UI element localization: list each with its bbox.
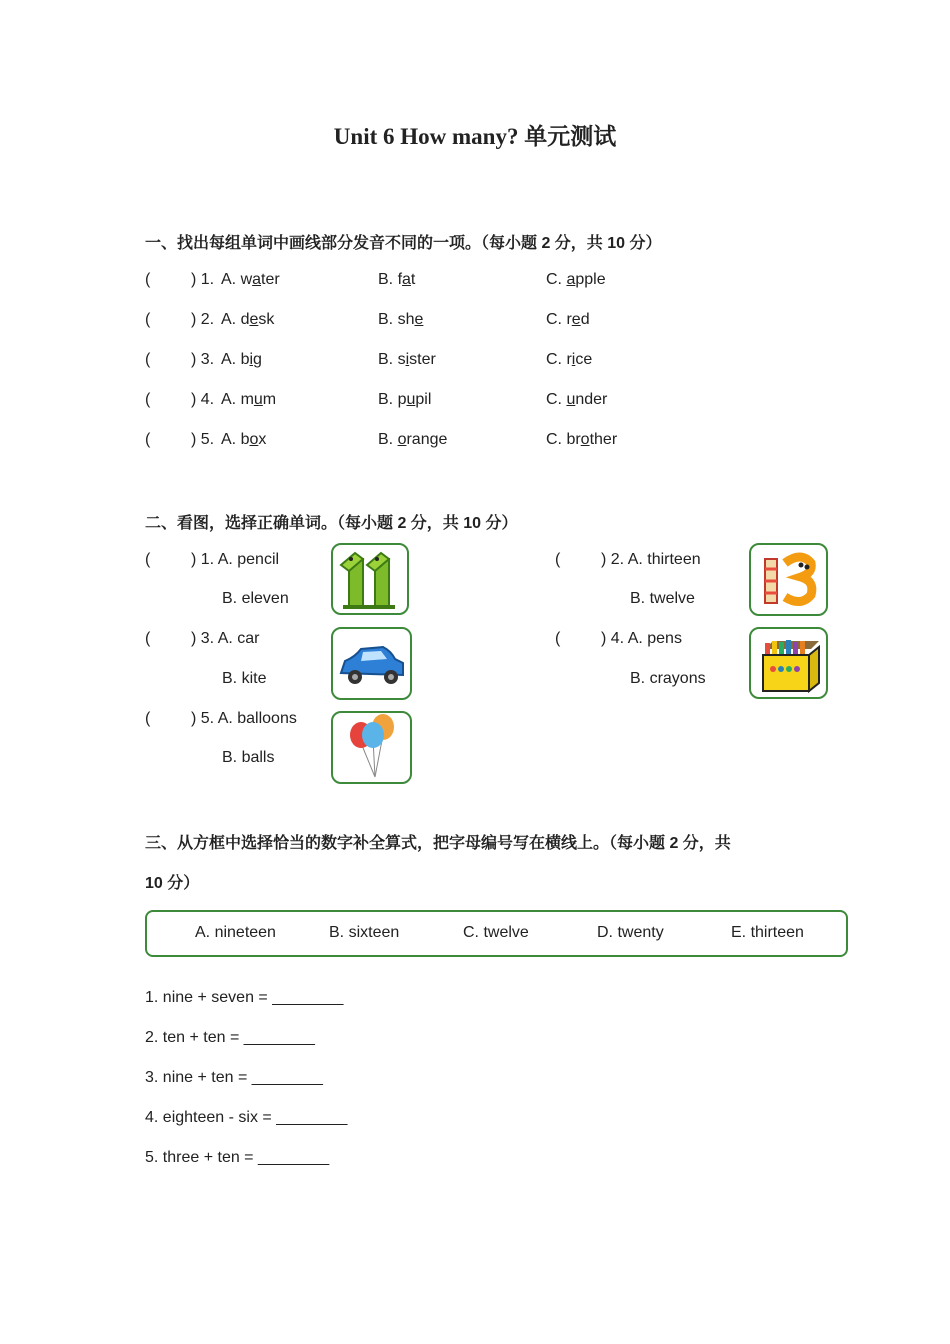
answer-paren-open: (	[145, 551, 151, 568]
answer-paren-open: (	[555, 551, 561, 568]
answer-paren-close: ) 3. A. car	[191, 630, 260, 647]
crayon-box-icon	[751, 629, 826, 697]
option-b: B. eleven	[222, 590, 289, 607]
number-eleven-icon	[333, 545, 407, 613]
option-b: B. kite	[222, 670, 267, 687]
word-bank-option: D. twenty	[597, 924, 664, 941]
picture-frame	[749, 627, 828, 699]
answer-paren-close: ) 2. A. thirteen	[601, 551, 701, 568]
option-a: A. mum	[221, 391, 277, 408]
option-c: C. red	[546, 311, 590, 328]
section-2-heading: 二、看图，选择正确单词。（每小题 2 分，共 10 分）	[145, 515, 518, 532]
option-b: B. sister	[378, 351, 436, 368]
page-title: Unit 6 How many? 单元测试	[333, 124, 617, 149]
answer-paren-open: (	[145, 351, 151, 368]
answer-paren-close: ) 5.	[191, 431, 215, 448]
picture-frame	[749, 543, 828, 616]
answer-paren-open: (	[145, 271, 151, 288]
answer-paren-close: ) 1. A. pencil	[191, 551, 280, 568]
word-bank-option: C. twelve	[463, 924, 529, 941]
answer-paren-open: (	[145, 311, 151, 328]
number-thirteen-icon	[751, 545, 826, 614]
equation-line: 4. eighteen - six = ________	[145, 1109, 348, 1126]
picture-frame	[331, 543, 409, 615]
section-3-heading: 三、从方框中选择恰当的数字补全算式，把字母编号写在横线上。（每小题 2 分，共	[145, 835, 731, 852]
answer-paren-open: (	[145, 391, 151, 408]
option-b: B. crayons	[630, 670, 706, 687]
option-a: A. desk	[221, 311, 275, 328]
option-c: C. apple	[546, 271, 606, 288]
answer-paren-open: (	[555, 630, 561, 647]
equation-line: 1. nine + seven = ________	[145, 989, 344, 1006]
section-1-heading: 一、找出每组单词中画线部分发音不同的一项。（每小题 2 分，共 10 分）	[145, 235, 662, 252]
option-b: B. fat	[378, 271, 416, 288]
answer-paren-close: ) 3.	[191, 351, 215, 368]
answer-paren-open: (	[145, 710, 151, 727]
word-bank-option: E. thirteen	[731, 924, 804, 941]
answer-paren-close: ) 1.	[191, 271, 215, 288]
equation-line: 2. ten + ten = ________	[145, 1029, 315, 1046]
answer-paren-open: (	[145, 431, 151, 448]
option-b: B. pupil	[378, 391, 432, 408]
option-c: C. under	[546, 391, 608, 408]
balloons-icon	[333, 713, 410, 782]
word-bank-box	[145, 910, 848, 957]
answer-paren-close: ) 5. A. balloons	[191, 710, 297, 727]
equation-line: 5. three + ten = ________	[145, 1149, 330, 1166]
section-3-heading-cont: 10 分）	[145, 875, 200, 892]
equation-line: 3. nine + ten = ________	[145, 1069, 323, 1086]
answer-paren-close: ) 4. A. pens	[601, 630, 682, 647]
word-bank-option: B. sixteen	[329, 924, 400, 941]
car-icon	[333, 629, 410, 698]
option-c: C. brother	[546, 431, 618, 448]
answer-paren-close: ) 2.	[191, 311, 215, 328]
picture-frame	[331, 627, 412, 700]
option-a: A. big	[221, 351, 262, 368]
option-b: B. balls	[222, 749, 275, 766]
word-bank-option: A. nineteen	[195, 924, 276, 941]
option-a: A. box	[221, 431, 267, 448]
option-c: C. rice	[546, 351, 593, 368]
option-b: B. twelve	[630, 590, 695, 607]
option-b: B. she	[378, 311, 424, 328]
answer-paren-open: (	[145, 630, 151, 647]
picture-frame	[331, 711, 412, 784]
answer-paren-close: ) 4.	[191, 391, 215, 408]
option-b: B. orange	[378, 431, 448, 448]
option-a: A. water	[221, 271, 280, 288]
